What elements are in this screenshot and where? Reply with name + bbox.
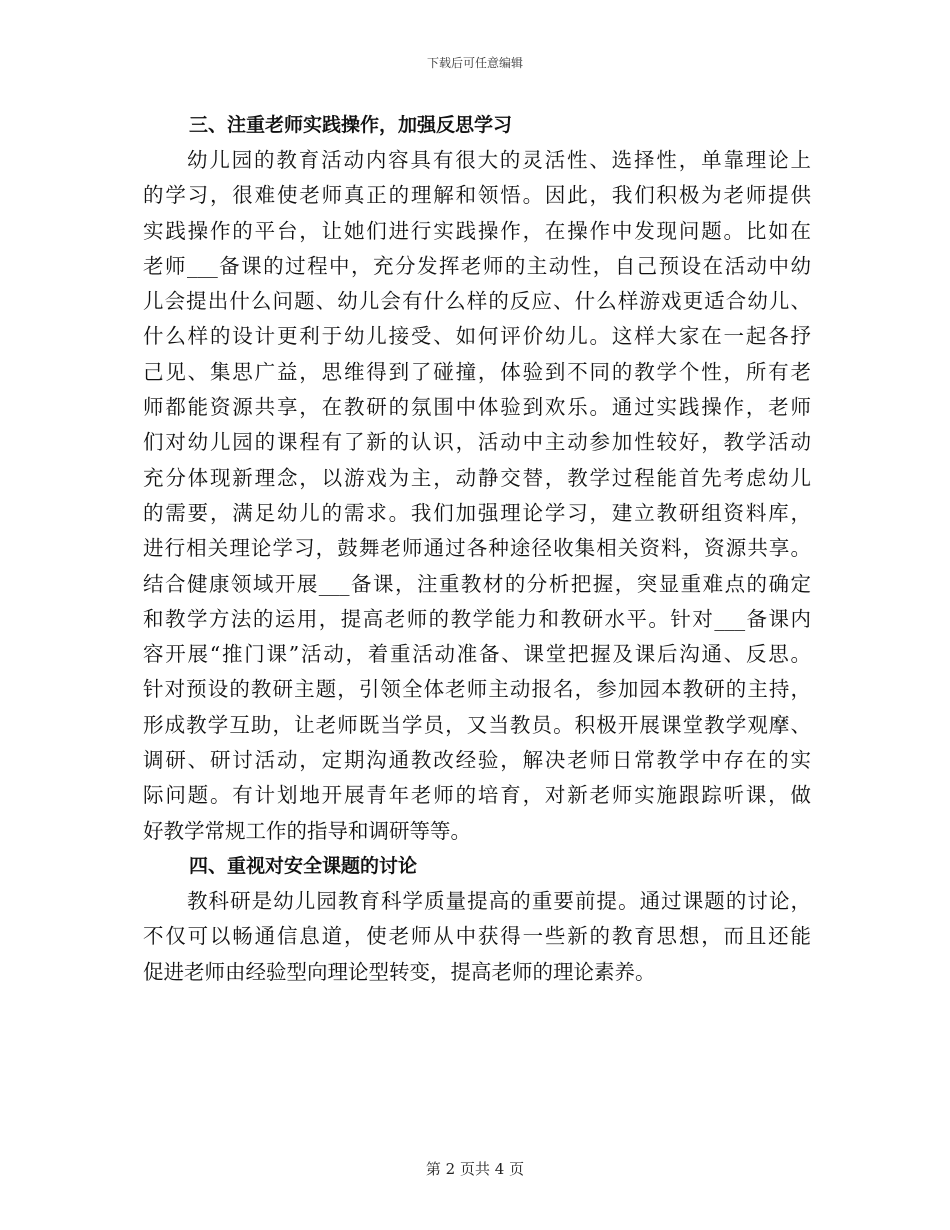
text-line: 的需要，满足幼儿的需求。我们加强理论学习，建立教研组资料库， [143, 500, 811, 525]
text-line: 充分体现新理念，以游戏为主，动静交替，教学过程能首先考虑幼儿 [143, 465, 811, 490]
text-line: 调研、研讨活动，定期沟通教改经验，解决老师日常教学中存在的实 [143, 748, 811, 773]
text-line: 师都能资源共享，在教研的氛围中体验到欢乐。通过实践操作，老师 [143, 395, 811, 420]
text-line: 进行相关理论学习，鼓舞老师通过各种途径收集相关资料，资源共享。 [143, 536, 811, 561]
text-line: 们对幼儿园的课程有了新的认识，活动中主动参加性较好，教学活动 [143, 430, 811, 455]
text-line: 和教学方法的运用，提高老师的教学能力和教研水平。针对___备课内 [143, 606, 811, 631]
text-line: 不仅可以畅通信息道，使老师从中获得一些新的教育思想，而且还能 [143, 924, 811, 949]
section-paragraph-3 [143, 143, 811, 849]
text-line: 幼儿园的教育活动内容具有很大的灵活性、选择性，单靠理论上 [187, 148, 811, 172]
text-line: 结合健康领域开展___备课，注重教材的分析把握，突显重难点的确定 [143, 571, 811, 596]
text-line: 形成教学互助，让老师既当学员，又当教员。积极开展课堂教学观摩、 [143, 712, 811, 737]
text-line: 容开展“推门课”活动，着重活动准备、课堂把握及课后沟通、反思。 [143, 642, 811, 667]
text-line: 教科研是幼儿园教育科学质量提高的重要前提。通过课题的讨论， [187, 888, 811, 913]
text-line: 老师___备课的过程中，充分发挥老师的主动性，自己预设在活动中幼 [143, 253, 811, 278]
page-footer: 第 2 页共 4 页 [425, 1160, 525, 1178]
text-line: 促进老师由经验型向理论型转变，提高老师的理论素养。 [143, 959, 656, 984]
text-line: 实践操作的平台，让她们进行实践操作，在操作中发现问题。比如在 [143, 218, 811, 243]
text-line: 儿会提出什么问题、幼儿会有什么样的反应、什么样游戏更适合幼儿、 [143, 289, 811, 314]
text-line: 的学习，很难使老师真正的理解和领悟。因此，我们积极为老师提供 [143, 183, 811, 208]
section-heading-4: 四、重视对安全课题的讨论 [189, 854, 418, 877]
section-paragraph-4 [143, 884, 811, 990]
page-header: 下载后可任意编辑 [426, 56, 523, 70]
text-line: 针对预设的教研主题，引领全体老师主动报名，参加园本教研的主持， [143, 677, 811, 702]
text-line: 际问题。有计划地开展青年老师的培育，对新老师实施跟踪听课，做 [143, 783, 811, 808]
text-line: 好教学常规工作的指导和调研等等。 [143, 818, 471, 843]
document-body [143, 108, 811, 990]
text-line: 己见、集思广益，思维得到了碰撞，体验到不同的教学个性，所有老 [143, 359, 811, 384]
text-line: 什么样的设计更利于幼儿接受、如何评价幼儿。这样大家在一起各抒 [143, 324, 811, 349]
section-heading-3: 三、注重老师实践操作，加强反思学习 [189, 114, 513, 136]
